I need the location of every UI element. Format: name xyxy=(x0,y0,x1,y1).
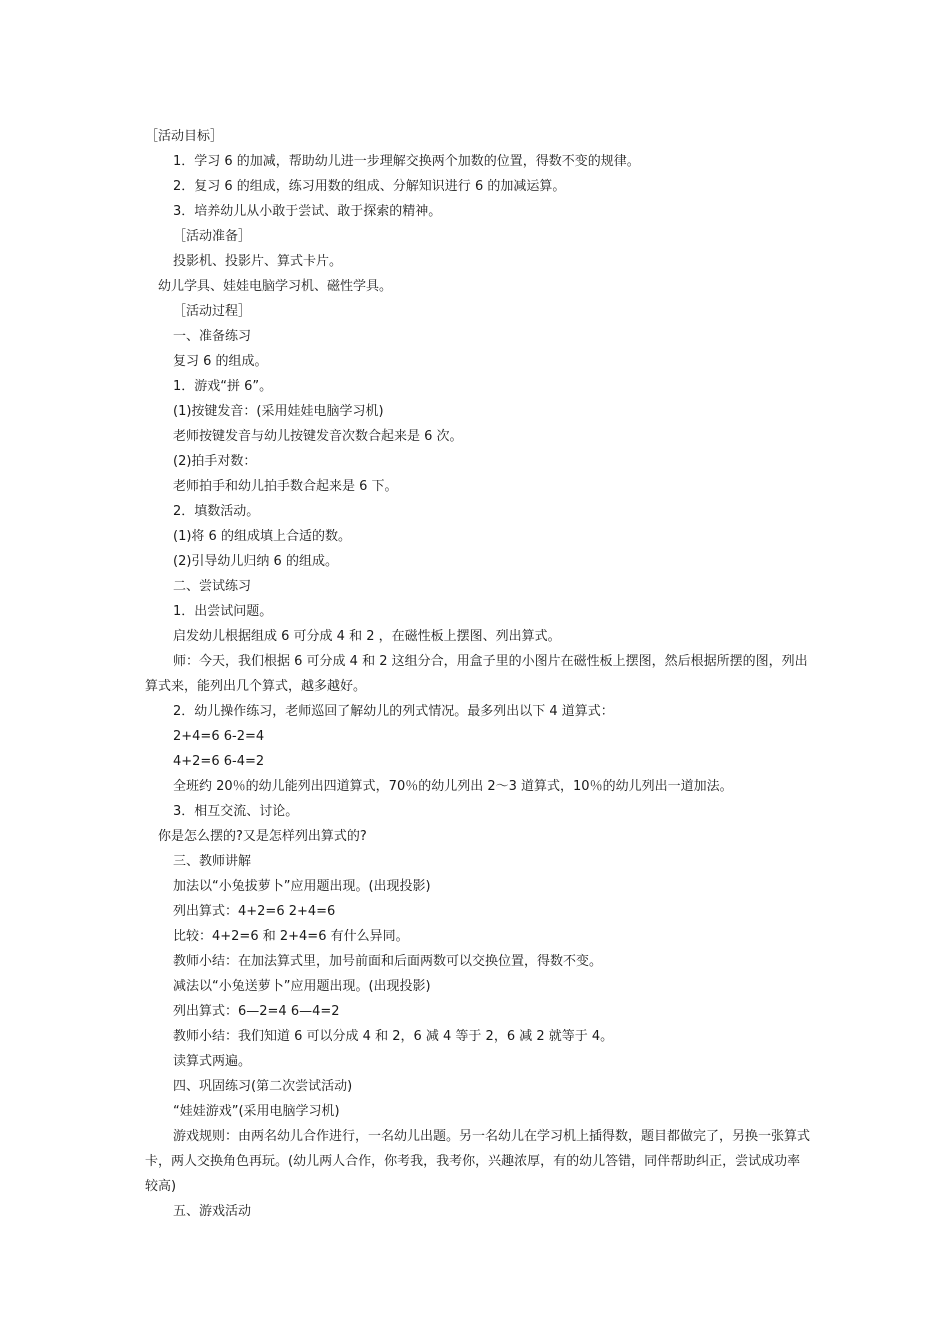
preparation-item-2: 幼儿学具、娃娃电脑学习机、磁性学具。 xyxy=(158,279,393,294)
paragraph: (1)将 6 的组成填上合适的数。 xyxy=(173,529,351,544)
paragraph: 游戏规则：由两名幼儿合作进行，一名幼儿出题。另一名幼儿在学习机上插得数，题目都做完了，另换一张算式卡，两人交换角色再玩。(幼儿两人合作，你考我，我考你，兴趣浓厚，有的幼儿答错，同伴帮助纠正，尝试成功率较高) xyxy=(145,1129,811,1194)
paragraph: 老师拍手和幼儿拍手数合起来是 6 下。 xyxy=(173,479,398,494)
paragraph: (2)拍手对数： xyxy=(173,454,257,469)
equation-line: 列出算式：4+2=6 2+4=6 xyxy=(173,904,336,919)
goal-item-1: 1．学习 6 的加减，帮助幼儿进一步理解交换两个加数的位置，得数不变的规律。 xyxy=(173,154,640,169)
equation-line: 2+4=6 6-2=4 xyxy=(173,729,265,744)
paragraph: (2)引导幼儿归纳 6 的组成。 xyxy=(173,554,338,569)
step-heading-1: 一、准备练习 xyxy=(173,329,252,344)
paragraph: “娃娃游戏”(采用电脑学习机) xyxy=(173,1104,340,1119)
equation-line: 列出算式：6—2=4 6—4=2 xyxy=(173,1004,340,1019)
paragraph: 启发幼儿根据组成 6 可分成 4 和 2 ，在磁性板上摆图、列出算式。 xyxy=(173,629,561,644)
paragraph: 3．相互交流、讨论。 xyxy=(173,804,299,819)
goal-item-2: 2．复习 6 的组成，练习用数的组成、分解知识进行 6 的加减运算。 xyxy=(173,179,566,194)
paragraph: 复习 6 的组成。 xyxy=(173,354,268,369)
paragraph: (1)按键发音：(采用娃娃电脑学习机) xyxy=(173,404,384,419)
goal-item-3: 3．培养幼儿从小敢于尝试、敢于探索的精神。 xyxy=(173,204,442,219)
equation-line: 4+2=6 6-4=2 xyxy=(173,754,265,769)
paragraph: 2．填数活动。 xyxy=(173,504,260,519)
section-heading-goals: ［活动目标］ xyxy=(145,129,224,144)
section-heading-preparation: ［活动准备］ xyxy=(173,229,252,244)
paragraph: 老师按键发音与幼儿按键发音次数合起来是 6 次。 xyxy=(173,429,463,444)
paragraph: 2．幼儿操作练习，老师巡回了解幼儿的列式情况。最多列出以下 4 道算式： xyxy=(173,704,614,719)
paragraph: 1．游戏“拼 6”。 xyxy=(173,379,273,394)
paragraph: 减法以“小兔送萝卜”应用题出现。(出现投影) xyxy=(173,979,431,994)
step-heading-4: 四、巩固练习(第二次尝试活动) xyxy=(173,1079,353,1094)
paragraph: 比较：4+2=6 和 2+4=6 有什么异同。 xyxy=(173,929,409,944)
paragraph: 加法以“小兔拔萝卜”应用题出现。(出现投影) xyxy=(173,879,431,894)
paragraph: 你是怎么摆的?又是怎样列出算式的? xyxy=(158,829,367,844)
step-heading-3: 三、教师讲解 xyxy=(173,854,252,869)
paragraph: 读算式两遍。 xyxy=(173,1054,252,1069)
step-heading-5: 五、游戏活动 xyxy=(173,1204,252,1219)
paragraph: 1．出尝试问题。 xyxy=(173,604,273,619)
section-heading-process: ［活动过程］ xyxy=(173,304,252,319)
paragraph: 师：今天，我们根据 6 可分成 4 和 2 这组分合，用盒子里的小图片在磁性板上摆图，然后根据所摆的图，列出算式来，能列出几个算式，越多越好。 xyxy=(145,654,808,694)
step-heading-2: 二、尝试练习 xyxy=(173,579,252,594)
paragraph: 全班约 20％的幼儿能列出四道算式，70％的幼儿列出 2～3 道算式，10％的幼儿列出一道加法。 xyxy=(173,779,733,794)
paragraph: 教师小结：我们知道 6 可以分成 4 和 2，6 减 4 等于 2，6 减 2 就等于 4。 xyxy=(173,1029,614,1044)
paragraph: 教师小结：在加法算式里，加号前面和后面两数可以交换位置，得数不变。 xyxy=(173,954,603,969)
document-body xyxy=(145,124,810,1224)
preparation-item-1: 投影机、投影片、算式卡片。 xyxy=(173,254,343,269)
